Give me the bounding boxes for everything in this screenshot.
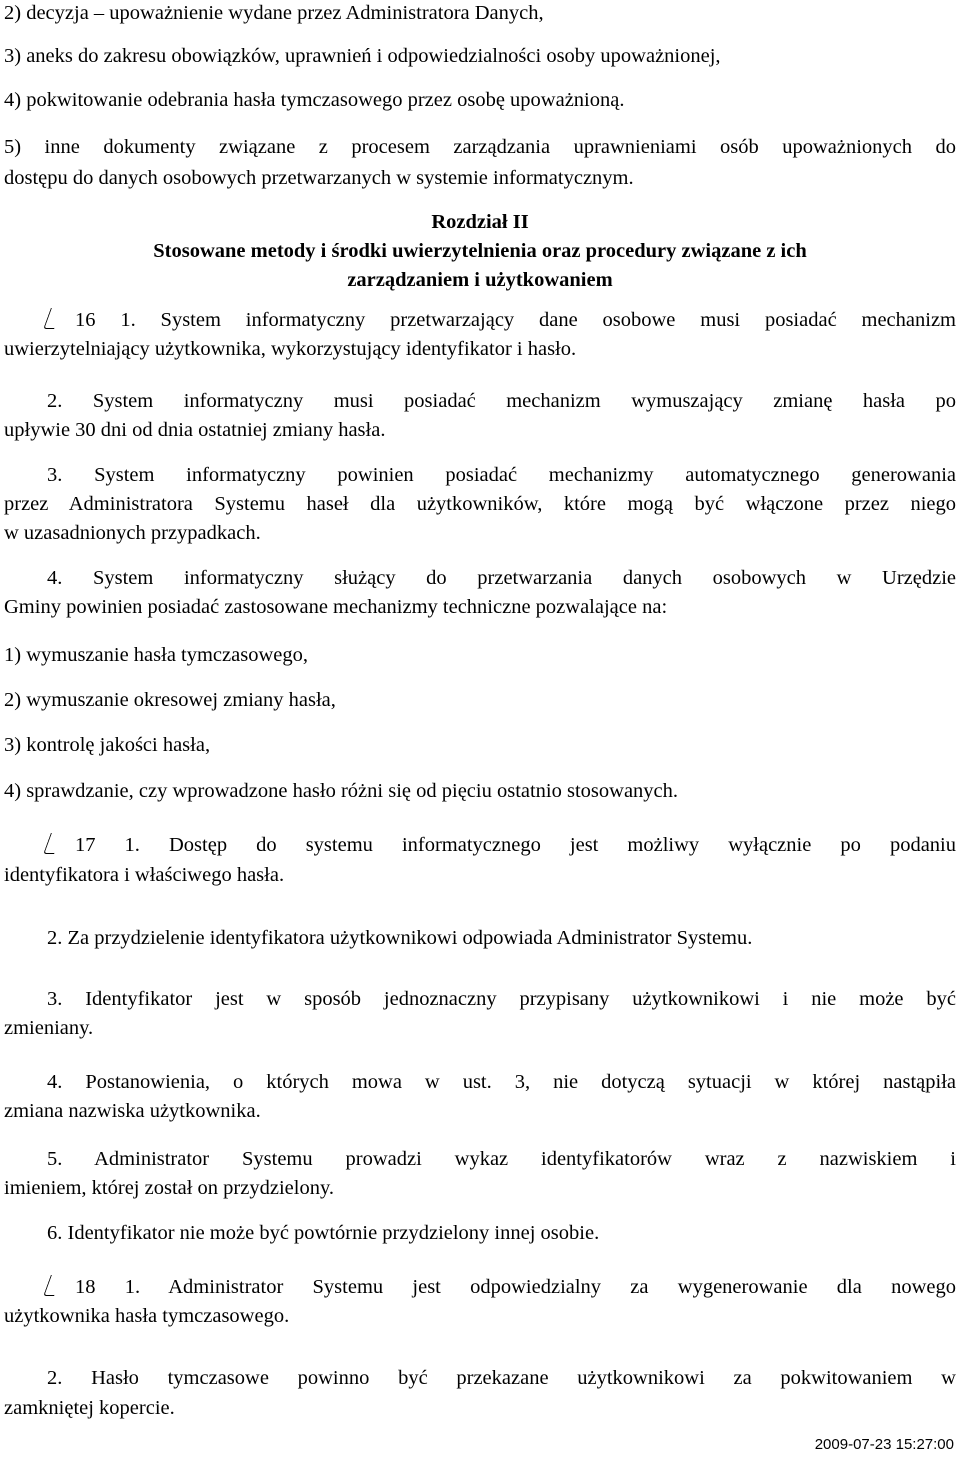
chapter-subtitle: Stosowane metody i środki uwierzytelnienia oraz procedury związane z ich [153, 240, 807, 262]
paragraph-line: użytkownika hasła tymczasowego. [4, 1305, 290, 1327]
list-item: 2) wymuszanie okresowej zmiany hasła, [4, 689, 336, 711]
paragraph-text: 18 1. Administrator Systemu jest odpowiedzialny za wygenerowanie dla nowego [75, 1276, 956, 1298]
paragraph-line: 2. System informatyczny musi posiadać mechanizm wymuszający zmianę hasła po [47, 390, 956, 412]
paragraph-line: dostępu do danych osobowych przetwarzanych w systemie informatycznym. [4, 167, 634, 189]
paragraph-text: 16 1. System informatyczny przetwarzający dane osobowe musi posiadać mechanizm [75, 309, 956, 331]
paragraph-line: 3. Identyfikator jest w sposób jednoznaczny przypisany użytkownikowi i nie może być [47, 988, 956, 1010]
paragraph-line: zamkniętej kopercie. [4, 1397, 175, 1419]
paragraph-line: 5) inne dokumenty związane z procesem zarządzania uprawnieniami osób upoważnionych do [4, 136, 956, 158]
paragraph-line: 5. Administrator Systemu prowadzi wykaz identyfikatorów wraz z nazwiskiem i [47, 1148, 956, 1170]
list-item: 1) wymuszanie hasła tymczasowego, [4, 644, 308, 666]
paragraph-line [47, 831, 956, 860]
paragraph-line [47, 306, 956, 335]
list-item: 3) kontrolę jakości hasła, [4, 734, 211, 756]
paragraph-line: zmiana nazwiska użytkownika. [4, 1100, 261, 1122]
paragraph-line: 2. Za przydzielenie identyfikatora użytkownikowi odpowiada Administrator Systemu. [47, 927, 753, 949]
section-sign-icon [47, 307, 59, 329]
section-sign-icon [47, 832, 59, 854]
paragraph-line: zmieniany. [4, 1017, 94, 1039]
paragraph-line: 4. Postanowienia, o których mowa w ust. 3, nie dotyczą sytuacji w której nastąpiła [47, 1071, 956, 1093]
paragraph-line: w uzasadnionych przypadkach. [4, 522, 261, 544]
paragraph-line: 6. Identyfikator nie może być powtórnie przydzielony innej osobie. [47, 1222, 600, 1244]
paragraph-line: 3. System informatyczny powinien posiadać mechanizmy automatycznego generowania [47, 464, 956, 486]
paragraph-line: imieniem, której został on przydzielony. [4, 1177, 334, 1199]
list-item: 4) pokwitowanie odebrania hasła tymczasowego przez osobę upoważnioną. [4, 89, 625, 111]
list-item: 3) aneks do zakresu obowiązków, uprawnień i odpowiedzialności osoby upoważnionej, [4, 45, 721, 67]
paragraph-line: uwierzytelniający użytkownika, wykorzystujący identyfikator i hasło. [4, 338, 577, 360]
paragraph-line: 2. Hasło tymczasowe powinno być przekazane użytkownikowi za pokwitowaniem w [47, 1367, 956, 1389]
paragraph-text: 17 1. Dostęp do systemu informatycznego jest możliwy wyłącznie po podaniu [75, 834, 956, 856]
paragraph-line: 4. System informatyczny służący do przetwarzania danych osobowych w Urzędzie [47, 567, 956, 589]
list-item: 2) decyzja – upoważnienie wydane przez Administratora Danych, [4, 2, 544, 24]
chapter-subtitle: zarządzaniem i użytkowaniem [347, 269, 613, 291]
footer-timestamp: 2009-07-23 15:27:00 [814, 1436, 954, 1453]
paragraph-line: Gminy powinien posiadać zastosowane mechanizmy techniczne pozwalające na: [4, 596, 668, 618]
section-sign-icon [47, 1274, 59, 1296]
paragraph-line: upływie 30 dni od dnia ostatniej zmiany hasła. [4, 419, 386, 441]
paragraph-line: identyfikatora i właściwego hasła. [4, 864, 285, 886]
chapter-title: Rozdział II [431, 211, 529, 233]
list-item: 4) sprawdzanie, czy wprowadzone hasło różni się od pięciu ostatnio stosowanych. [4, 780, 679, 802]
paragraph-line: przez Administratora Systemu haseł dla użytkowników, które mogą być włączone przez niego [4, 493, 956, 515]
paragraph-line [47, 1273, 956, 1302]
